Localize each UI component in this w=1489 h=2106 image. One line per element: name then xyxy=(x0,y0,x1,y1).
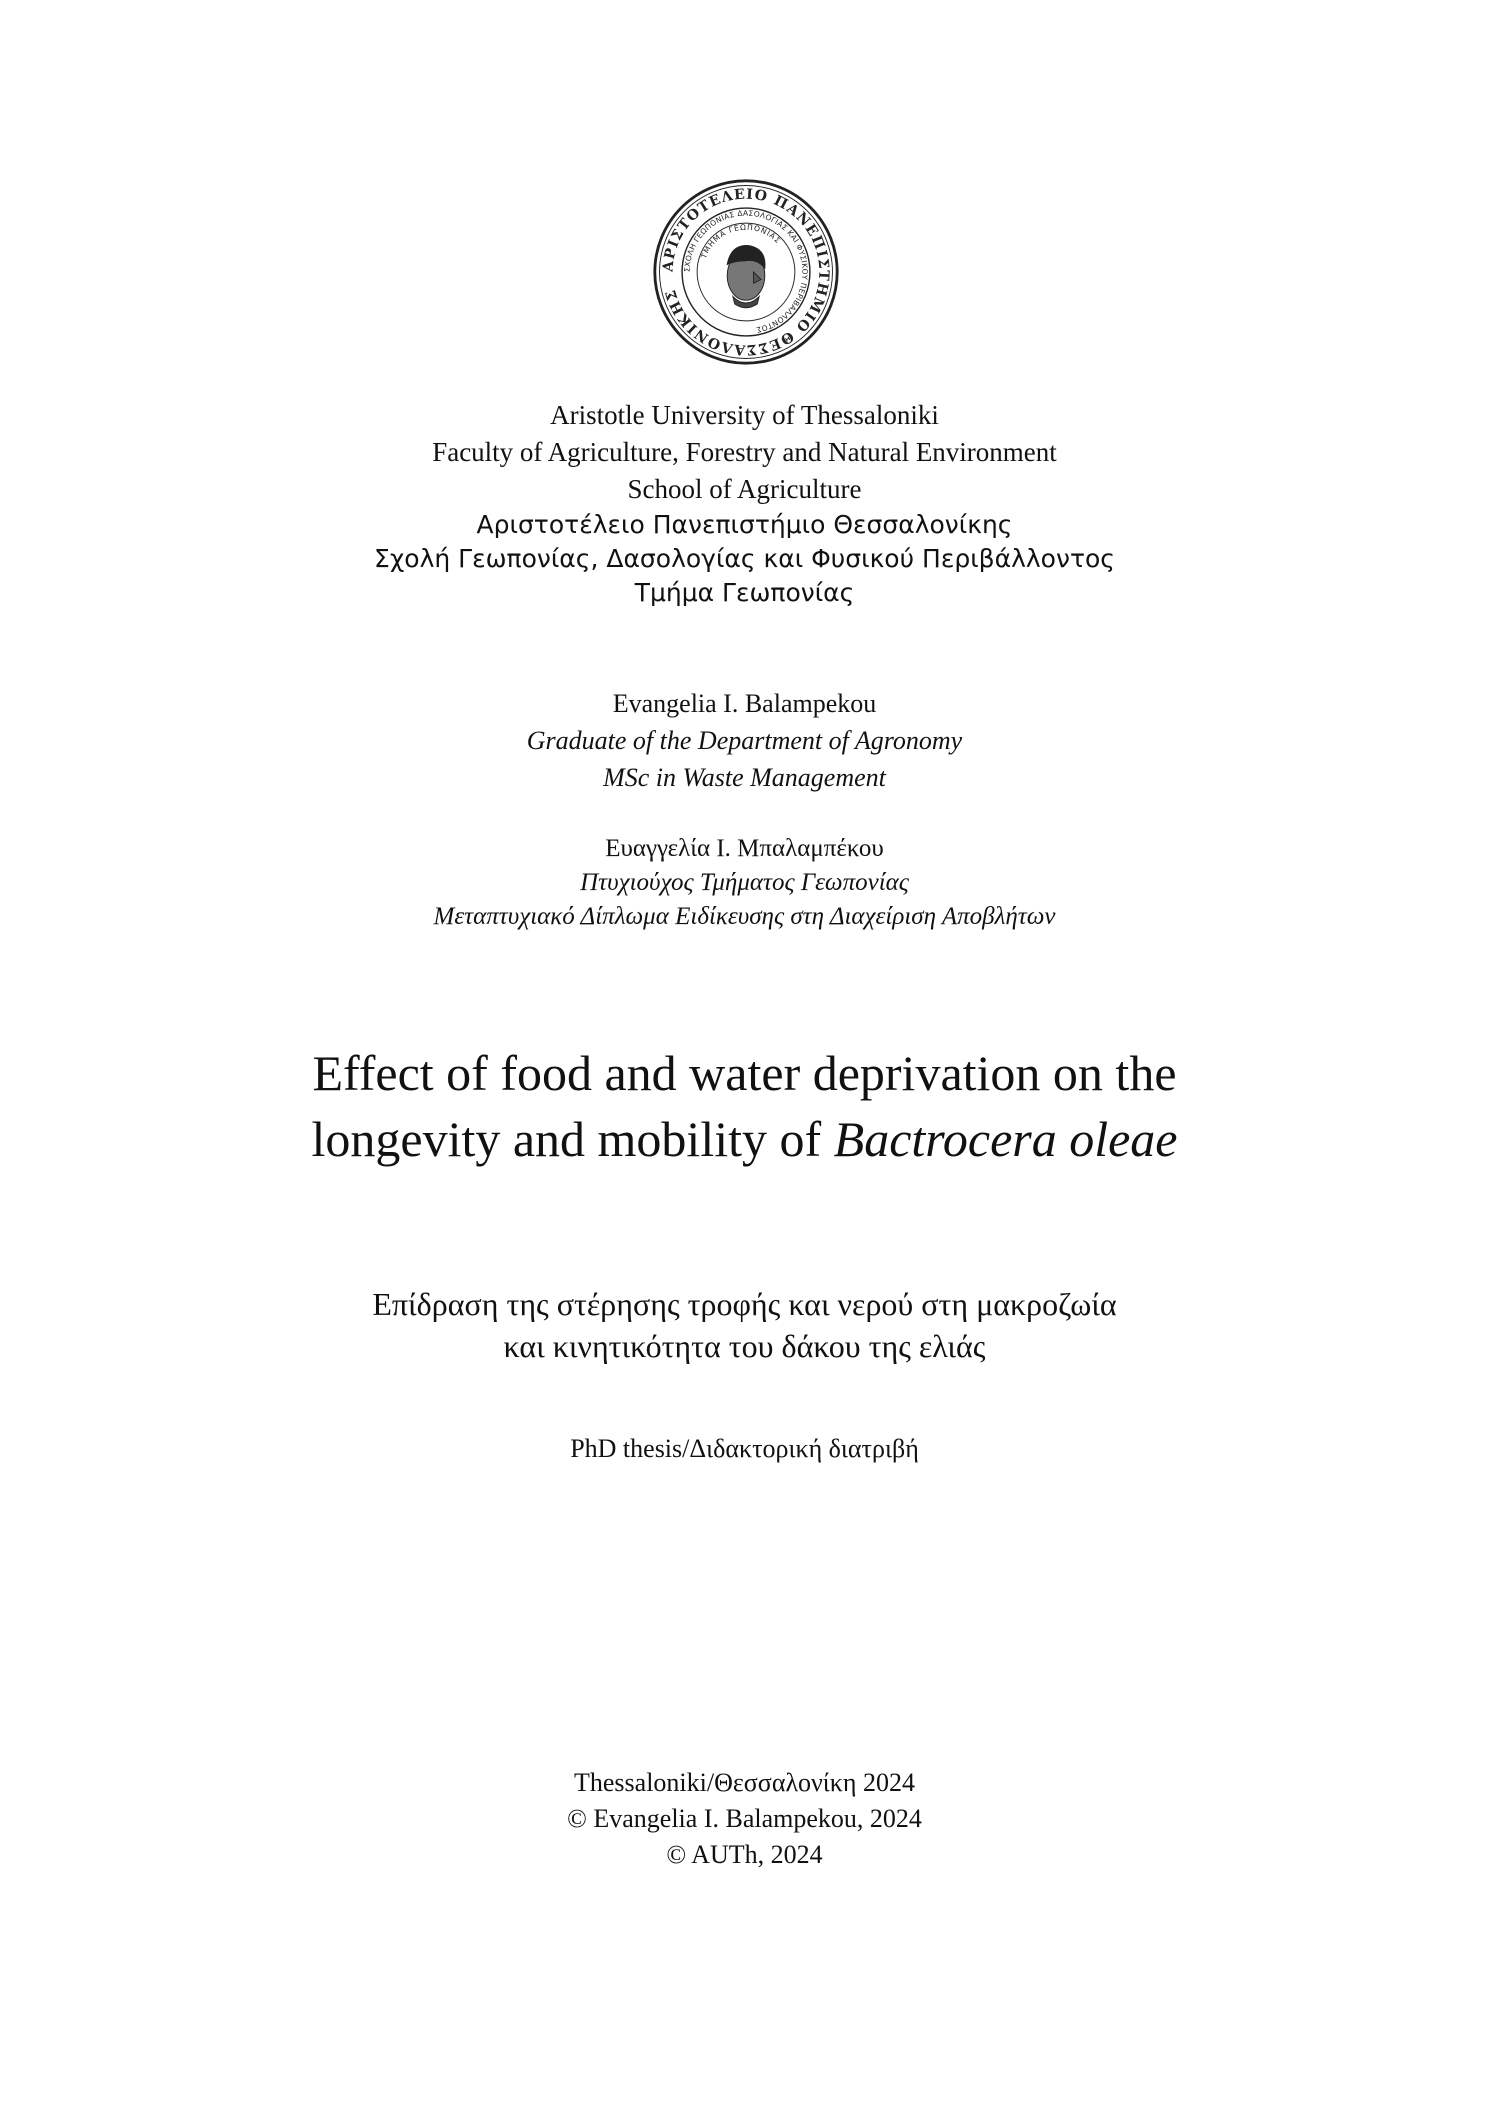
school-name-en: School of Agriculture xyxy=(627,474,862,504)
copyright-auth: © AUTh, 2024 xyxy=(666,1840,823,1869)
svg-text:ΣΧΟΛΗ ΓΕΩΠΟΝΙΑΣ ΔΑΣΟΛΟΓΙΑΣ ΚΑΙ: ΣΧΟΛΗ ΓΕΩΠΟΝΙΑΣ ΔΑΣΟΛΟΓΙΑΣ ΚΑΙ ΦΥΣΙΚΟΥ ΠΕΡΙΒΑΛΛΟΝΤΟΣ xyxy=(682,208,810,335)
thesis-title-en xyxy=(0,1040,1489,1172)
place-year: Thessaloniki/Θεσσαλονίκη 2024 xyxy=(574,1768,915,1797)
imprint-block xyxy=(0,1765,1489,1873)
title-en-line-2 xyxy=(0,1106,1489,1172)
author-block-en xyxy=(0,685,1489,796)
faculty-name-en: Faculty of Agriculture, Forestry and Natural Environment xyxy=(432,437,1057,467)
author-masters-en: MSc in Waste Management xyxy=(603,763,886,792)
author-masters-el: Μεταπτυχιακό Δίπλωμα Ειδίκευσης στη Διαχείριση Αποβλήτων xyxy=(433,903,1056,930)
title-en-line-1: Effect of food and water deprivation on the xyxy=(312,1045,1177,1101)
document-type xyxy=(0,1432,1489,1466)
document-type-el: Διδακτορική διατριβή xyxy=(689,1434,919,1463)
institution-block xyxy=(0,397,1489,610)
species-name: Bactrocera oleae xyxy=(833,1111,1178,1167)
university-name-en: Aristotle University of Thessaloniki xyxy=(550,400,939,430)
title-en-line-2-prefix: longevity and mobility of xyxy=(311,1111,834,1167)
athena-head-icon xyxy=(727,246,765,308)
author-name-el: Ευαγγελία Ι. Μπαλαμπέκου xyxy=(605,835,884,862)
author-name-en: Evangelia I. Balampekou xyxy=(612,689,877,718)
document-type-en: PhD thesis/ xyxy=(570,1434,690,1463)
author-degree-el: Πτυχιούχος Τμήματος Γεωπονίας xyxy=(580,869,909,896)
faculty-name-el: Σχολή Γεωπονίας, Δασολογίας και Φυσικού Περιβάλλοντος xyxy=(374,544,1115,573)
svg-text:ΤΜΗΜΑ ΓΕΩΠΟΝΙΑΣ: ΤΜΗΜΑ ΓΕΩΠΟΝΙΑΣ xyxy=(699,222,783,260)
author-degree-en: Graduate of the Department of Agronomy xyxy=(526,726,963,755)
thesis-title-el xyxy=(0,1283,1489,1367)
copyright-author: © Evangelia I. Balampekou, 2024 xyxy=(567,1804,922,1833)
university-seal-logo xyxy=(652,178,840,366)
title-el-line-1: Επίδραση της στέρησης τροφής και νερού στη μακροζωία xyxy=(372,1286,1117,1322)
university-name-el: Αριστοτέλειο Πανεπιστήμιο Θεσσαλονίκης xyxy=(476,510,1013,539)
school-name-el: Τμήμα Γεωπονίας xyxy=(634,578,855,607)
svg-text:ΑΡΙΣΤΟΤΕΛΕΙΟ ΠΑΝΕΠΙΣΤΗΜΙΟ ΘΕΣΣ: ΑΡΙΣΤΟΤΕΛΕΙΟ ΠΑΝΕΠΙΣΤΗΜΙΟ ΘΕΣΣΑΛΟΝΙΚΗΣ xyxy=(660,186,832,358)
title-el-line-2: και κινητικότητα του δάκου της ελιάς xyxy=(503,1328,986,1364)
author-block-el xyxy=(0,832,1489,934)
